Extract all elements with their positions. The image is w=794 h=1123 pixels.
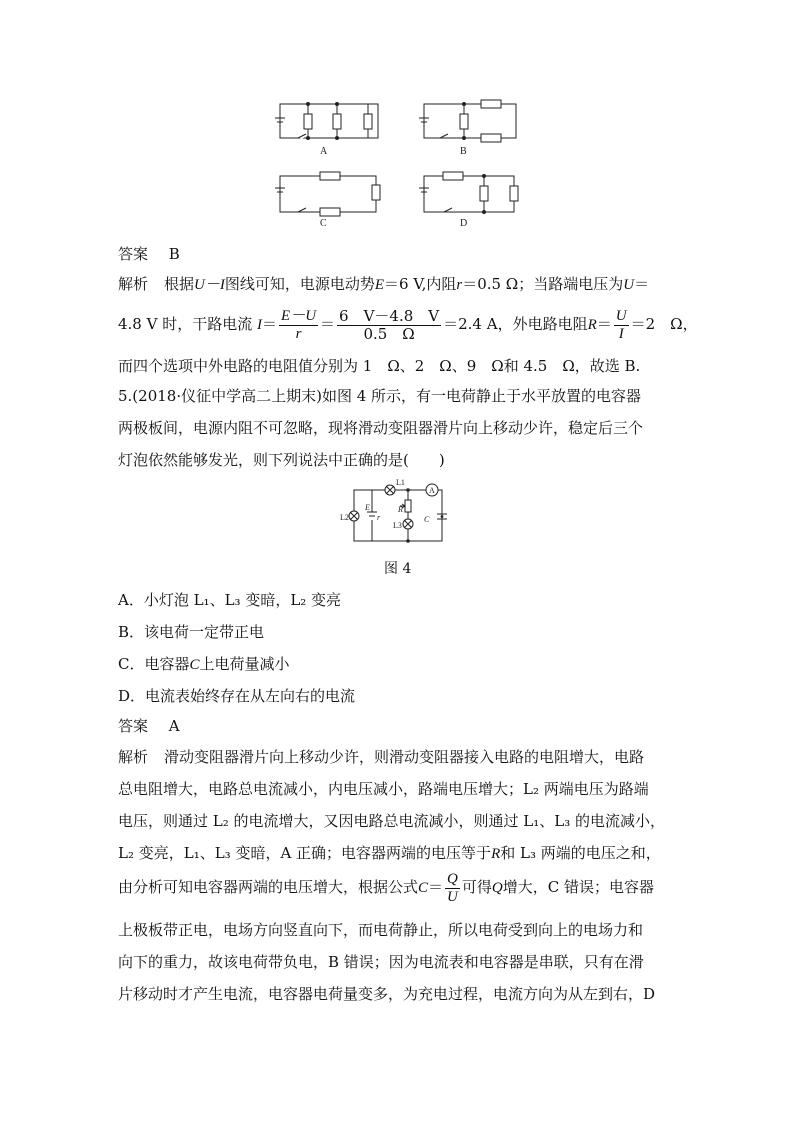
option-b: B．该电荷一定带正电 xyxy=(118,623,265,641)
circuit-a-label: A xyxy=(320,146,328,157)
answer-value: B xyxy=(168,245,180,263)
circuit-b xyxy=(419,100,516,142)
q5-analysis-line-7: 向下的重力，故该电荷带负电，B 错误；因为电流表和电容器是串联，只有在滑 xyxy=(118,953,644,971)
q4-analysis-line-2: 4.8 V 时，干路电流 I＝ $\frac{E-U}{r}$ ＝ $\frac{6 V-4.8 V}{0.5 \Omega}$ ＝2.4 A，外电路电阻R＝ $\frac{U}{I}$ ＝2 Ω， xyxy=(118,306,698,343)
fraction-resistance: $\frac{U}{I}$ xyxy=(615,307,627,342)
option-d: D．电流表始终存在从左向右的电流 xyxy=(118,687,356,705)
fig-label-e: E xyxy=(365,503,370,512)
option-c: C．电容器C上电荷量减小 xyxy=(118,655,290,673)
circuit-c xyxy=(275,172,380,216)
q5-analysis-line-6: 上极板带正电，电场方向竖直向下，而电荷静止，所以电荷受到向上的电场力和 xyxy=(118,921,644,939)
fig-label-r: r xyxy=(377,513,381,522)
q4-answer xyxy=(118,244,180,264)
circuit-d xyxy=(419,172,518,214)
answer-value: A xyxy=(168,717,180,735)
circuit-c-label: C xyxy=(320,218,327,229)
q5-analysis-line-5: 由分析可知电容器两端的电压增大，根据公式C＝ $\frac{Q}{U}$ 可得Q增大，C 错误；电容器 xyxy=(118,870,654,905)
circuit-d-label: D xyxy=(460,218,468,229)
figure-4-caption: 图 4 xyxy=(384,561,412,577)
q4-analysis-line-3: 而四个选项中外电路的电阻值分别为 1 Ω、2 Ω、9 Ω和 4.5 Ω，故选 B. xyxy=(118,357,641,375)
q5-analysis-line-8: 片移动时才产生电流，电容器电荷量变多，为充电过程，电流方向为从左到右，D xyxy=(118,985,656,1003)
fig-label-l2: L2 xyxy=(340,513,349,522)
fig-label-l3: L3 xyxy=(393,521,402,530)
q5-stem-line-1: 5.(2018·仪征中学高二上期末)如图 4 所示，有一电荷静止于水平放置的电容器 xyxy=(118,387,642,405)
q5-stem-line-3: 灯泡依然能够发光，则下列说法中正确的是( ) xyxy=(118,451,445,469)
analysis-label: 解析 xyxy=(118,275,149,293)
q4-analysis-line-1: 解析 根据U－I图线可知，电源电动势E＝6 V,内阻r＝0.5 Ω；当路端电压为U＝ xyxy=(118,275,650,293)
circuit-diagrams-abcd xyxy=(268,96,526,230)
figure-4-circuit xyxy=(336,476,460,548)
answer-label: 答案 xyxy=(118,245,149,263)
answer-label: 答案 xyxy=(118,717,149,735)
option-a: A．小灯泡 L₁、L₃ 变暗，L₂ 变亮 xyxy=(118,591,342,609)
q5-analysis-line-1: 解析 滑动变阻器滑片向上移动少许，则滑动变阻器接入电路的电阻增大，电路 xyxy=(118,748,645,766)
q5-analysis-line-2: 总电阻增大，电路总电流减小，内电压减小，路端电压增大；L₂ 两端电压为路端 xyxy=(118,780,649,798)
analysis-label: 解析 xyxy=(118,748,149,766)
q5-stem-line-2: 两极板间，电源内阻不可忽略，现将滑动变阻器滑片向上移动少许，稳定后三个 xyxy=(118,419,644,437)
circuit-a xyxy=(275,103,378,140)
q5-analysis-line-3: 电压，则通过 L₂ 的电流增大，又因电路总电流减小，则通过 L₁、L₃ 的电流减小， xyxy=(118,812,665,830)
q5-analysis-line-4: L₂ 变亮，L₁、L₃ 变暗，A 正确；电容器两端的电压等于R和 L₃ 两端的电压之和， xyxy=(118,844,661,862)
fig-label-R: R xyxy=(398,505,403,514)
fig-label-ammeter: A xyxy=(429,486,435,495)
fraction-capacitance: $\frac{Q}{U}$ xyxy=(447,870,458,905)
circuit-b-label: B xyxy=(460,146,467,157)
fig-label-l1: L1 xyxy=(396,478,405,487)
fraction-current: $\frac{E-U}{r}$ xyxy=(281,307,317,342)
q5-answer xyxy=(118,716,180,736)
fraction-values: $\frac{6 V-4.8 V}{0.5 \Omega}$ xyxy=(339,306,440,343)
fig-label-c: C xyxy=(424,515,430,524)
